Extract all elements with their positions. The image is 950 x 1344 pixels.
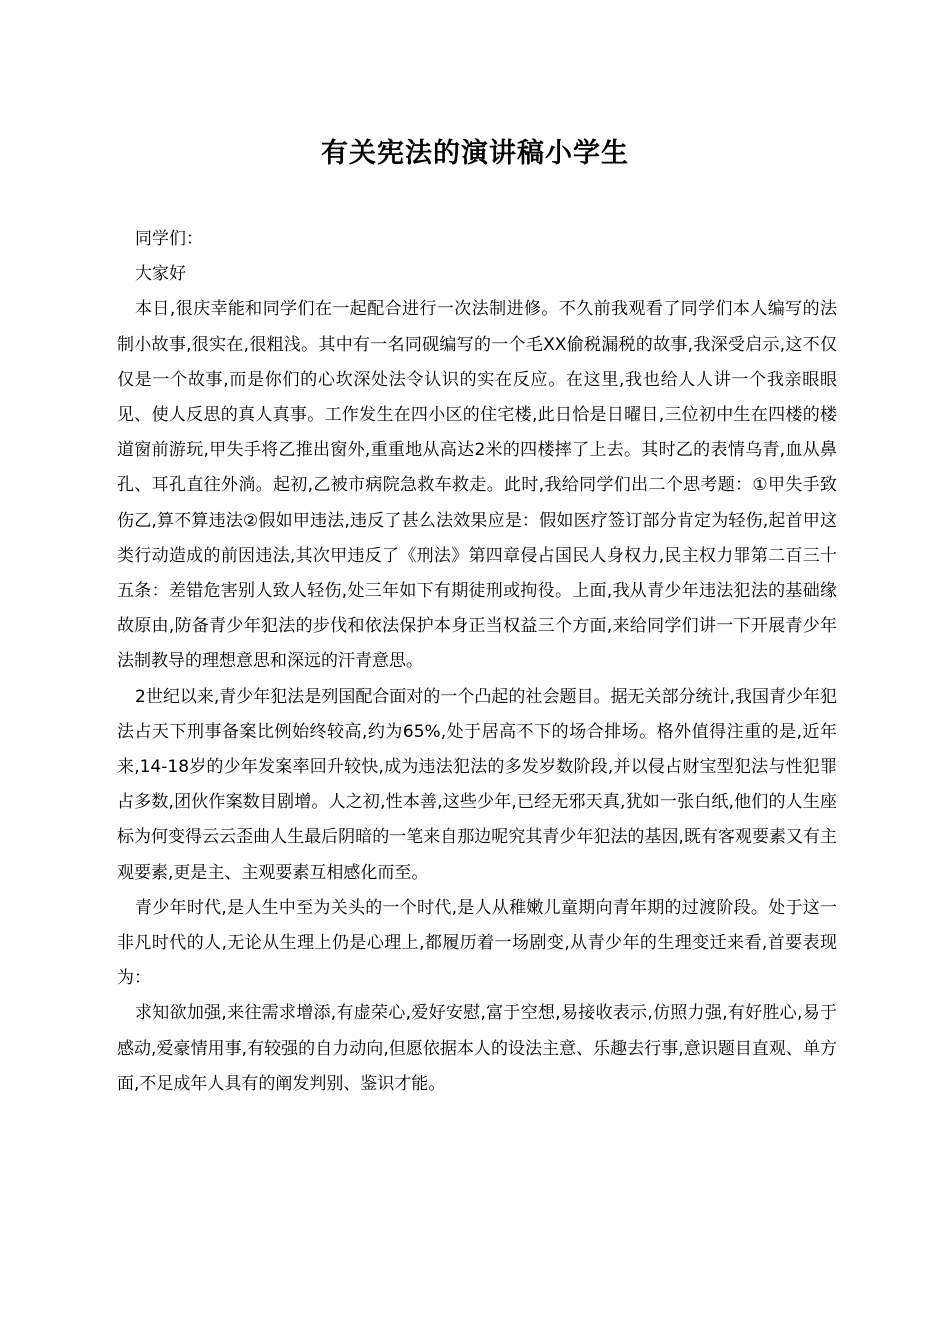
document-title: 有关宪法的演讲稿小学生 <box>321 138 629 169</box>
body-paragraph: 青少年时代,是人生中至为关头的一个时代,是人从稚嫩儿童期向青年期的过渡阶段。处于这一非凡时代的人,无论从生理上仍是心理上,都履历着一场剧变,从青少年的生理变迁来看,首要表现为： <box>117 897 837 989</box>
salutation: 同学们： <box>135 229 203 249</box>
body-paragraph: 求知欲加强,来往需求增添,有虚荣心,爱好安慰,富于空想,易接收表示,仿照力强,有好胜心,易于感动,爱豪情用事,有较强的自力动向,但愿依据本人的设法主意、乐趣去行事,意识题目直观、单方面,不足成年人具有的阐发判别、鉴识才能。 <box>117 1003 837 1094</box>
body-paragraph: 2世纪以来,青少年犯法是列国配合面对的一个凸起的社会题目。据无关部分统计,我国青少年犯法占天下刑事备案比例始终较高,约为65%,处于居高不下的场合排场。格外值得注重的是,近年来,14-18岁的少年发案率回升较快,成为违法犯法的多发岁数阶段,并以侵占财宝型犯法与性犯罪占多数,团伙作案数目剧增。人之初,性本善,这些少年,已经无邪天真,犹如一张白纸,他们的人生座标为何变得云云歪曲人生最后阴暗的一笔来自那边呢究其青少年犯法的基因,既有客观要素又有主观要素,更是主、主观要素互相感化而至。 <box>117 686 837 883</box>
document-body <box>117 222 837 1102</box>
body-paragraph: 本日,很庆幸能和同学们在一起配合进行一次法制进修。不久前我观看了同学们本人编写的法制小故事,很实在,很粗浅。其中有一名同砚编写的一个毛XX偷税漏税的故事,我深受启示,这不仅仅是一个故事,而是你们的心坎深处法令认识的实在反应。在这里,我也给人人讲一个我亲眼眼见、使人反思的真人真事。工作发生在四小区的住宅楼,此日恰是日曜日,三位初中生在四楼的楼道窗前游玩,甲失手将乙推出窗外,重重地从高达2米的四楼摔了上去。其时乙的表情乌青,血从鼻孔、耳孔直往外淌。起初,乙被市病院急救车救走。此时,我给同学们出二个思考题：①甲失手致伤乙,算不算违法②假如甲违法,违反了甚么法效果应是：假如医疗签订部分肯定为轻伤,起首甲这类行动造成的前因违法,其次甲违反了《刑法》第四章侵占国民人身权力,民主权力罪第二百三十五条：差错危害别人致人轻伤,处三年如下有期徒刑或拘役。上面,我从青少年违法犯法的基础缘故原由,防备青少年犯法的步伐和依法保护本身正当权益三个方面,来给同学们讲一下开展青少年法制教导的理想意思和深远的汗青意思。 <box>117 299 837 672</box>
greeting: 大家好 <box>135 264 186 285</box>
